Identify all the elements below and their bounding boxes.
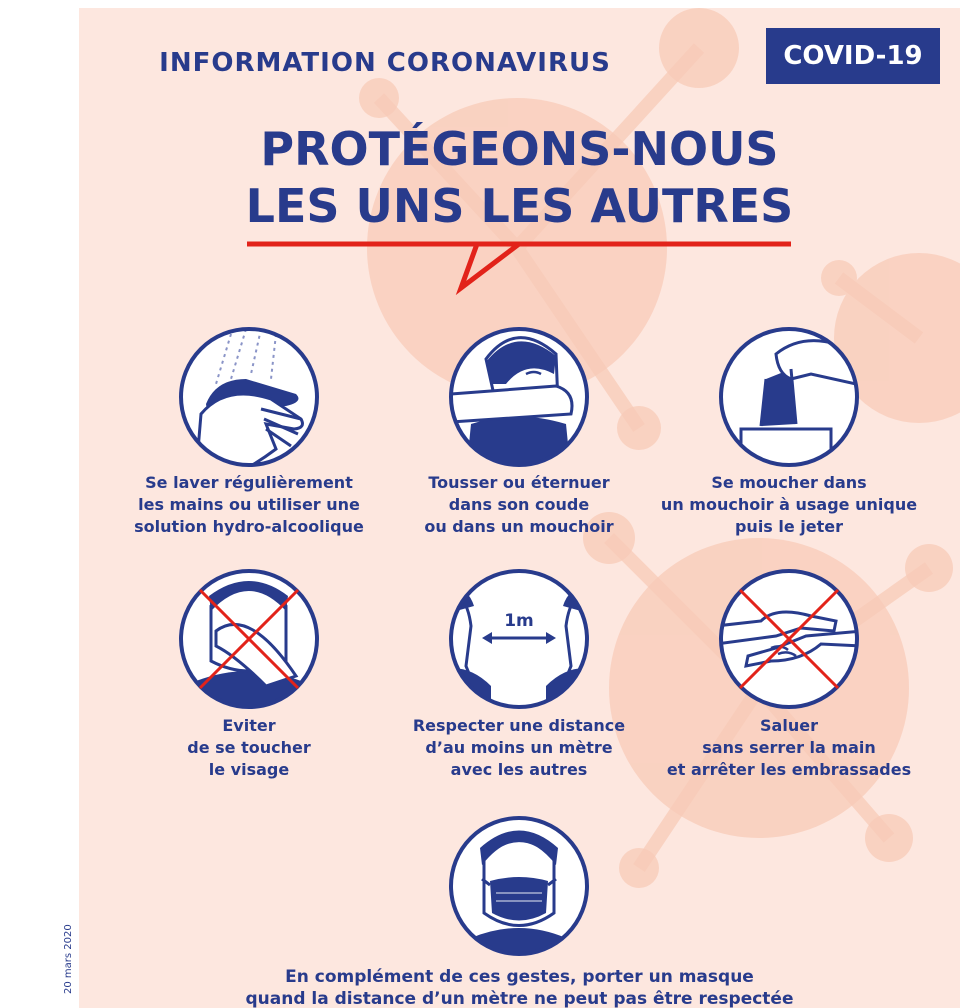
no-face-touch-icon	[176, 566, 322, 712]
gesture-caption-5: Respecter une distance d’au moins un mètre avec les autres	[412, 716, 626, 779]
date-stamp: 20 mars 2020	[63, 924, 74, 994]
distance-one-meter-icon	[446, 566, 592, 712]
gesture-caption-4: Eviter de se toucher le visage	[187, 716, 311, 779]
covid-badge: COVID-19	[766, 28, 940, 84]
cough-in-elbow-icon	[446, 324, 592, 470]
poster	[79, 8, 960, 1008]
footer-line-1: En complément de ces gestes, porter un masque	[285, 967, 754, 987]
speech-bubble-underline	[79, 233, 960, 303]
tissue-box-icon	[716, 324, 862, 470]
distance-label: 1m	[504, 611, 534, 631]
gesture-caption-3: Se moucher dans un mouchoir à usage unique puis le jeter	[660, 473, 918, 536]
hand-washing-icon	[176, 324, 322, 470]
face-mask-icon	[446, 813, 592, 959]
main-title-line-1: PROTÉGEONS-NOUS	[260, 122, 779, 176]
no-handshake-icon	[716, 566, 862, 712]
footer-line-2: quand la distance d’un mètre ne peut pas être respectée	[245, 989, 794, 1008]
main-title-line-2: LES UNS LES AUTRES	[245, 179, 794, 233]
header-title: INFORMATION CORONAVIRUS	[159, 48, 611, 78]
gesture-caption-2: Tousser ou éternuer dans son coude ou dans un mouchoir	[424, 473, 614, 536]
gesture-caption-1: Se laver régulièrement les mains ou utiliser une solution hydro-alcoolique	[134, 473, 364, 536]
footer-note	[79, 966, 960, 1008]
gesture-caption-6: Saluer sans serrer la main et arrêter les embrassades	[666, 716, 912, 779]
